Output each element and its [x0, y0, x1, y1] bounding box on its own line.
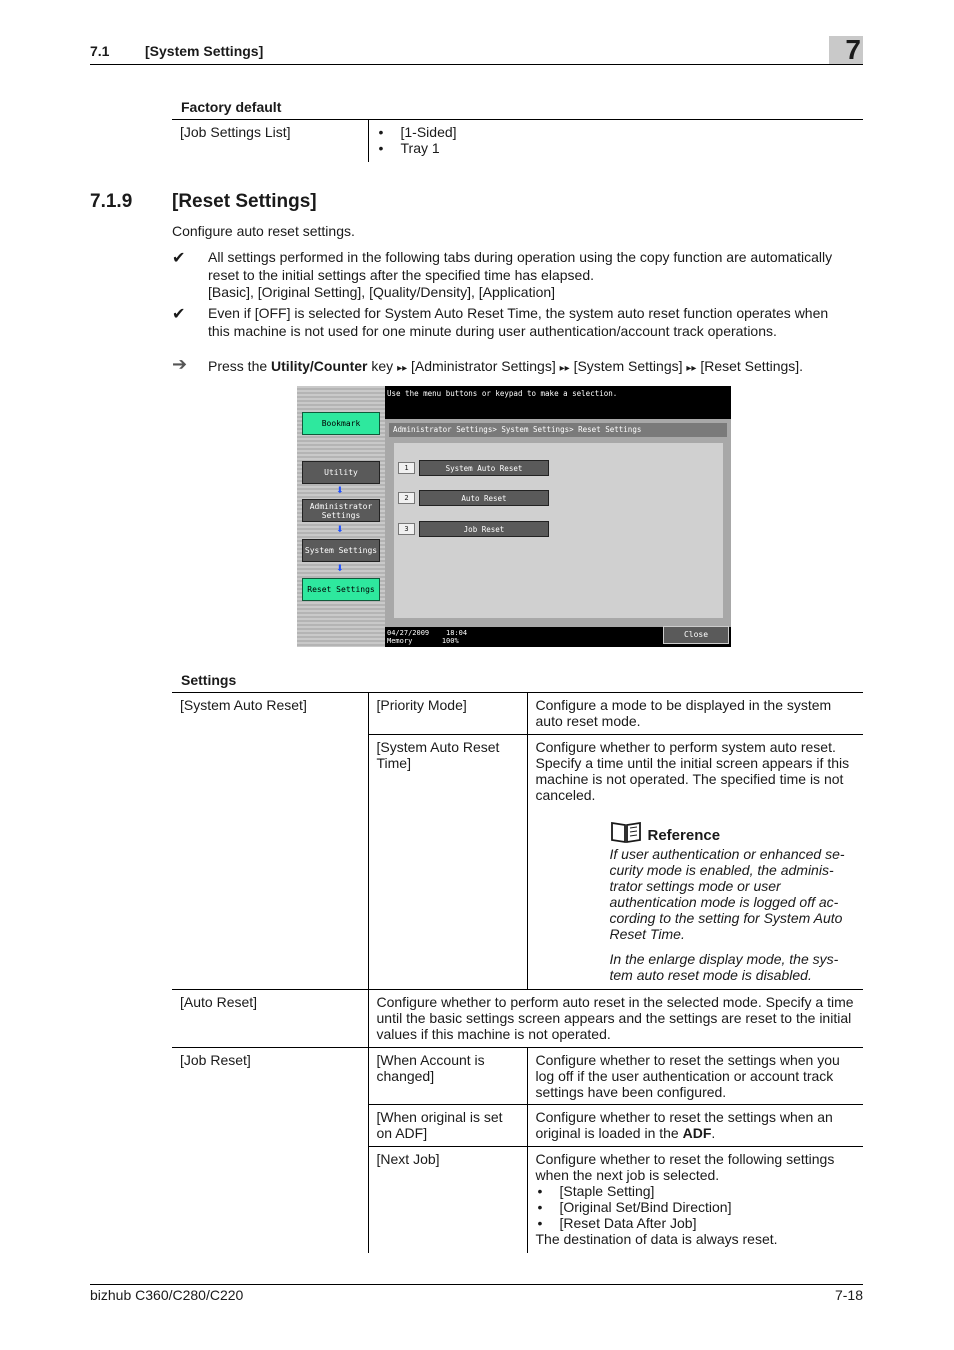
status-time: 18:04	[446, 629, 468, 637]
settings-row-label: [System Auto Reset]	[180, 697, 307, 713]
settings-heading: Settings	[181, 672, 237, 688]
step-nav-item: [Administrator Settings]	[411, 358, 556, 374]
note-1-line: reset to the initial settings after the specified time has elapsed.	[208, 266, 594, 283]
settings-table	[172, 692, 863, 1253]
settings-description	[527, 1105, 863, 1147]
status-readout	[387, 629, 467, 645]
settings-subitem: [Next Job]	[368, 1147, 527, 1253]
settings-description: Configure whether to perform auto reset in the selected mode. Specify a time until the basic settings screen appears and the settings are reset to the initial values if this machine is not operated.	[368, 990, 863, 1048]
next-job-item: • [Original Set/Bind Direction]	[536, 1199, 856, 1215]
footer-page-number: 7-18	[834, 1287, 863, 1303]
note-1-line: [Basic], [Original Setting], [Quality/Density], [Application]	[208, 284, 556, 300]
down-arrow-icon: ⬇	[336, 524, 344, 534]
screen-breadcrumb: Administrator Settings> System Settings> Reset Settings	[389, 423, 727, 437]
step-text: Press the	[208, 358, 268, 374]
system-auto-reset-button[interactable]: System Auto Reset	[419, 460, 549, 476]
factory-default-item: • Tray 1	[377, 140, 856, 156]
nav-separator-icon: ▸▸	[397, 363, 408, 374]
factory-default-item: • [1-Sided]	[377, 124, 856, 140]
description-text: The destination of data is always reset.	[535, 1231, 778, 1247]
note-1-line: All settings performed in the following tabs during operation using the copy function are automatically	[208, 249, 833, 265]
reference-header	[610, 820, 856, 844]
check-icon: ✔	[172, 306, 186, 323]
button-label: Settings	[321, 511, 361, 520]
settings-description: Configure a mode to be displayed in the system auto reset mode.	[527, 693, 863, 735]
description-text: Configure whether to perform system auto reset. Specify a time until the initial screen appears if this machine is not operated. The specified time is not canceled.	[535, 739, 850, 803]
settings-row-label: [Job Reset]	[180, 1052, 251, 1068]
left-nav-column	[297, 386, 385, 647]
description-text: .	[711, 1125, 716, 1141]
chapter-number: 7	[845, 34, 861, 65]
option-number: 3	[398, 523, 415, 535]
note-2	[208, 305, 863, 340]
reference-text: In the enlarge display mode, the sys-tem auto reset mode is disabled.	[609, 951, 839, 983]
control-panel-screenshot	[297, 386, 731, 647]
book-icon	[610, 820, 642, 844]
section-number: 7.1.9	[90, 191, 133, 212]
option-number: 2	[398, 492, 415, 504]
subitem-line: Time]	[376, 755, 411, 771]
bookmark-button[interactable]: Bookmark	[302, 412, 380, 435]
description-text: Configure whether to reset the following settings when the next job is selected.	[535, 1151, 835, 1183]
subitem-line: [When original is set	[376, 1109, 503, 1125]
settings-subitem: [Priority Mode]	[368, 693, 527, 735]
settings-subitem	[368, 1048, 527, 1105]
reference-text: If user authentication or enhanced se-curity mode is enabled, the adminis-trator settings mode or user authentication mode is logged off ac-cording to the setting for System Auto Reset Time.	[609, 846, 845, 942]
note-1	[208, 249, 863, 302]
factory-default-heading: Factory default	[181, 99, 282, 115]
footer-model: bizhub C360/C280/C220	[90, 1287, 244, 1303]
description-bold: ADF	[682, 1125, 712, 1141]
header-rule	[90, 64, 863, 65]
step-nav-item: [System Settings]	[573, 358, 683, 374]
administrator-settings-button[interactable]	[302, 499, 380, 522]
header-section-title: [System Settings]	[145, 43, 264, 59]
footer-rule	[90, 1284, 863, 1285]
factory-default-row-label: [Job Settings List]	[180, 124, 291, 140]
subitem-line: [When Account is	[376, 1052, 485, 1068]
option-number: 1	[398, 462, 415, 474]
job-reset-button[interactable]: Job Reset	[419, 521, 549, 537]
subitem-line: changed]	[376, 1068, 435, 1084]
header-section-number: 7.1	[90, 43, 110, 59]
note-2-line: this machine is not used for one minute during user authentication/account track operations.	[208, 322, 777, 339]
settings-description: Configure whether to reset the settings when you log off if the user authentication or account track settings have been configured.	[527, 1048, 863, 1105]
step-text: key	[371, 358, 394, 374]
status-date: 04/27/2009	[387, 629, 430, 637]
note-2-line: Even if [OFF] is selected for System Auto Reset Time, the system auto reset function operates when	[208, 305, 829, 321]
button-label: Administrator	[309, 502, 373, 511]
settings-row-label: [Auto Reset]	[180, 994, 258, 1010]
status-memory-value: 100%	[441, 637, 459, 645]
utility-button[interactable]: Utility	[302, 461, 380, 484]
subitem-line: on ADF]	[376, 1125, 428, 1141]
settings-description	[527, 1147, 863, 1253]
down-arrow-icon: ⬇	[336, 563, 344, 573]
factory-default-table	[172, 119, 863, 162]
auto-reset-button[interactable]: Auto Reset	[419, 490, 549, 506]
procedure-step	[208, 358, 863, 378]
screen-message: Use the menu buttons or keypad to make a selection.	[387, 389, 618, 398]
section-title: [Reset Settings]	[172, 191, 317, 212]
check-icon: ✔	[172, 250, 186, 267]
arrow-right-icon: ➔	[172, 354, 188, 374]
next-job-item: • [Reset Data After Job]	[536, 1215, 856, 1231]
section-intro: Configure auto reset settings.	[172, 223, 355, 239]
nav-separator-icon: ▸▸	[559, 363, 570, 374]
reference-block	[610, 820, 856, 983]
next-job-item: • [Staple Setting]	[536, 1183, 856, 1199]
settings-description	[527, 735, 863, 990]
step-key: Utility/Counter	[271, 358, 368, 374]
step-nav-item: [Reset Settings].	[700, 358, 804, 374]
status-memory-label: Memory	[387, 637, 413, 645]
settings-subitem	[368, 1105, 527, 1147]
settings-subitem	[368, 735, 527, 990]
reset-settings-button[interactable]: Reset Settings	[302, 578, 380, 601]
description-text: Configure whether to reset the settings when an original is loaded in the	[535, 1109, 833, 1141]
nav-separator-icon: ▸▸	[686, 363, 697, 374]
reference-title: Reference	[647, 827, 721, 844]
subitem-line: [System Auto Reset	[376, 739, 500, 755]
system-settings-button[interactable]: System Settings	[302, 539, 380, 562]
close-button[interactable]: Close	[663, 626, 729, 644]
down-arrow-icon: ⬇	[336, 485, 344, 495]
factory-default-values	[368, 120, 863, 162]
